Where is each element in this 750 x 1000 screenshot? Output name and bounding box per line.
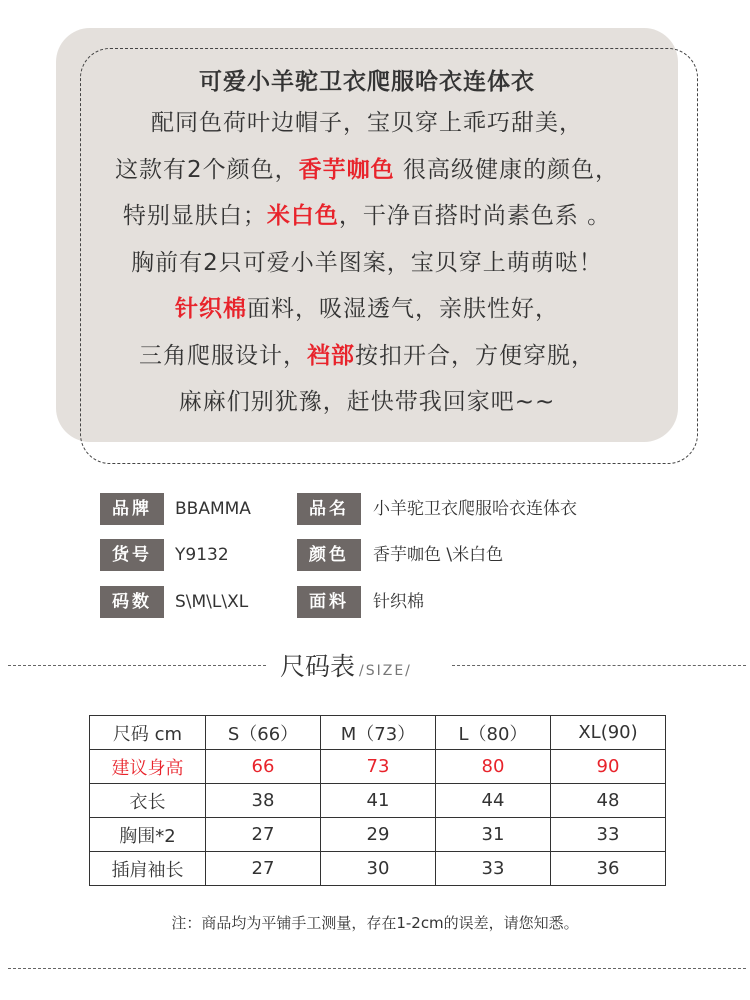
table-cell: 38 — [206, 784, 321, 818]
table-cell: 66 — [206, 750, 321, 784]
color-value: 香芋咖色 \米白色 — [373, 545, 504, 565]
table-cell: 41 — [321, 784, 436, 818]
row-label: 胸围*2 — [90, 818, 206, 852]
color-tag: 颜色 — [297, 539, 361, 571]
table-cell: 48 — [551, 784, 666, 818]
size-table — [89, 715, 666, 886]
intro-lines — [56, 100, 678, 426]
intro-text-segment: 胸前有2只可爱小羊图案，宝贝穿上萌萌哒！ — [131, 249, 603, 276]
table-row — [90, 784, 666, 818]
row-label: 衣长 — [90, 784, 206, 818]
table-cell: 27 — [206, 852, 321, 886]
table-cell: 73 — [321, 750, 436, 784]
intro-line — [56, 333, 678, 380]
sku-value: Y9132 — [175, 545, 229, 565]
intro-text-segment: 特别显肤白； — [122, 203, 267, 229]
fabric-value: 针织棉 — [373, 592, 424, 612]
intro-text-segment: 按扣开合，方便穿脱， — [355, 342, 595, 369]
highlight-text: 米白色 — [266, 203, 339, 229]
intro-line — [56, 100, 678, 147]
intro-text-segment: 很高级健康的颜色， — [394, 156, 619, 183]
intro-text-segment: 面料，吸湿透气，亲肤性好， — [247, 296, 559, 322]
table-cell: 29 — [321, 818, 436, 852]
measurement-note: 注：商品均为平铺手工测量，存在1-2cm的误差，请您知悉。 — [171, 914, 579, 932]
table-cell: 80 — [436, 750, 551, 784]
sku-tag: 货号 — [100, 539, 164, 571]
table-header-row — [90, 716, 666, 750]
table-cell: 27 — [206, 818, 321, 852]
highlight-text: 裆部 — [307, 342, 355, 369]
intro-line — [56, 379, 678, 426]
table-cell: 30 — [321, 852, 436, 886]
column-header: 尺码 cm — [90, 716, 206, 750]
size-chart-heading — [0, 645, 750, 685]
intro-text — [56, 64, 678, 426]
size-tag: 码数 — [100, 586, 164, 618]
column-header: XL(90) — [551, 716, 666, 750]
intro-text-segment: 这款有2个颜色， — [115, 156, 299, 183]
highlight-text: 针织棉 — [175, 296, 247, 322]
column-header: S（66） — [206, 716, 321, 750]
brand-value: BBAMMA — [175, 499, 251, 519]
name-tag: 品名 — [297, 493, 361, 525]
name-value: 小羊驼卫衣爬服哈衣连体衣 — [373, 499, 577, 519]
intro-line — [56, 286, 678, 333]
table-row — [90, 818, 666, 852]
table-cell: 36 — [551, 852, 666, 886]
row-label: 建议身高 — [90, 750, 206, 784]
table-cell: 90 — [551, 750, 666, 784]
intro-text-segment: 配同色荷叶边帽子，宝贝穿上乖巧甜美， — [151, 110, 583, 136]
divider-bottom — [8, 968, 746, 969]
highlight-text: 香芋咖色 — [298, 156, 395, 183]
product-title: 可爱小羊驼卫衣爬服哈衣连体衣 — [199, 69, 535, 95]
brand-tag: 品牌 — [100, 493, 164, 525]
table-cell: 44 — [436, 784, 551, 818]
table-row — [90, 750, 666, 784]
fabric-tag: 面料 — [297, 586, 361, 618]
table-cell: 33 — [436, 852, 551, 886]
intro-text-segment: ，干净百搭时尚素色系 。 — [338, 203, 612, 229]
table-row — [90, 852, 666, 886]
row-label: 插肩袖长 — [90, 852, 206, 886]
intro-line — [56, 240, 678, 287]
intro-line — [56, 147, 678, 194]
column-header: M（73） — [321, 716, 436, 750]
table-cell: 31 — [436, 818, 551, 852]
size-value: S\M\L\XL — [175, 592, 249, 612]
column-header: L（80） — [436, 716, 551, 750]
size-chart-title: 尺码表 /SIZE/ — [280, 652, 412, 681]
table-cell: 33 — [551, 818, 666, 852]
intro-text-segment: 三角爬服设计， — [139, 342, 307, 369]
intro-text-segment: 麻麻们别犹豫，赶快带我回家吧~~ — [178, 389, 556, 415]
intro-line — [56, 193, 678, 240]
divider-right — [452, 665, 746, 666]
divider-left — [8, 665, 266, 666]
